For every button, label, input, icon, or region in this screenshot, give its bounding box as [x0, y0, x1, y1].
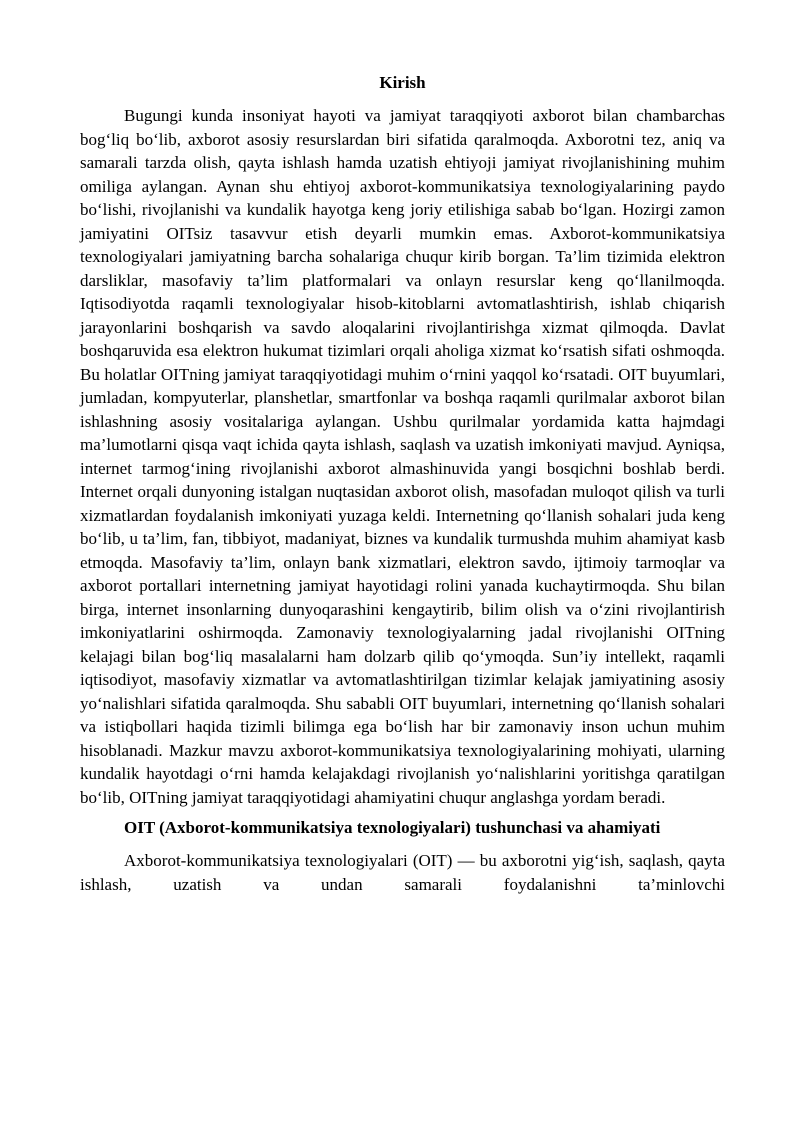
document-page: [80, 70, 725, 896]
section-heading: OIT (Axborot-kommunikatsiya texnologiyalari) tushunchasi va ahamiyati: [124, 818, 661, 837]
document-title: Kirish: [379, 73, 426, 92]
section-paragraph: Axborot-kommunikatsiya texnologiyalari (OIT) — bu axborotni yig‘ish, saqlash, qayta ishlash, uzatish va undan samarali foydalanishni ta’minlovchi: [80, 851, 725, 894]
intro-paragraph: Bugungi kunda insoniyat hayoti va jamiyat taraqqiyoti axborot bilan chambarchas bog‘liq bo‘lib, axborot asosiy resurslardan biri sifatida qaralmoqda. Axborotni tez, aniq va samarali tarzda olish, qayta ishlash hamda uzatish ehtiyoji jamiyat rivojlanishining muhim omiliga aylangan. Aynan shu ehtiyoj axborot-kommunikatsiya texnologiyalarining paydo bo‘lishi, rivojlanishi va kundalik hayotga keng joriy etilishiga sabab bo‘lgan. Hozirgi zamon jamiyatini OITsiz tasavvur etish deyarli mumkin emas. Axborot-kommunikatsiya texnologiyalari jamiyatning barcha sohalariga chuqur kirib borgan. Ta’lim tizimida elektron darsliklar, masofaviy ta’lim platformalari va onlayn resurslar keng qo‘llanilmoqda. Iqtisodiyotda raqamli texnologiyalar hisob-kitoblarni avtomatlashtirish, ishlab chiqarish jarayonlarini boshqarish va savdo aloqalarini rivojlantirishga xizmat qilmoqda. Davlat boshqaruvida esa elektron hukumat tizimlari orqali aholiga xizmat ko‘rsatish sifati oshmoqda. Bu holatlar OITning jamiyat taraqqiyotidagi muhim o‘rnini yaqqol ko‘rsatadi. OIT buyumlari, jumladan, kompyuterlar, planshetlar, smartfonlar va boshqa raqamli qurilmalar axborot bilan ishlashning asosiy vositalariga aylangan. Ushbu qurilmalar yordamida katta hajmdagi ma’lumotlarni qisqa vaqt ichida qayta ishlash, saqlash va uzatish imkoniyati mavjud. Ayniqsa, internet tarmog‘ining rivojlanishi axborot almashinuvida yangi bosqichni boshlab berdi. Internet orqali dunyoning istalgan nuqtasidan axborot olish, masofadan muloqot qilish va turli xizmatlardan foydalanish imkoniyati yuzaga keldi. Internetning qo‘llanish sohalari juda keng bo‘lib, u ta’lim, fan, tibbiyot, madaniyat, biznes va kundalik turmushda muhim ahamiyat kasb etmoqda. Masofaviy ta’lim, onlayn bank xizmatlari, elektron savdo, ijtimoiy tarmoqlar va axborot portallari internetning jamiyat hayotidagi rolini yanada kuchaytirmoqda. Shu bilan birga, internet insonlarning dunyoqarashini kengaytirib, bilim olish va o‘zini rivojlantirish imkoniyatlarini oshirmoqda. Zamonaviy texnologiyalarning jadal rivojlanishi OITning kelajagi bilan bog‘liq masalalarni ham dolzarb qilib qo‘ymoqda. Sun’iy intellekt, raqamli iqtisodiyot, masofaviy xizmatlar va avtomatlashtirilgan tizimlar kelajak jamiyatining asosiy yo‘nalishlari sifatida qaralmoqda. Shu sababli OIT buyumlari, internetning qo‘llanish sohalari va istiqbollari haqida tizimli bilimga ega bo‘lish har bir zamonaviy inson uchun muhim hisoblanadi. Mazkur mavzu axborot-kommunikatsiya texnologiyalarining mohiyati, ularning kundalik hayotdagi o‘rni hamda kelajakdagi rivojlanish yo‘nalishlarini yoritishga qaratilgan bo‘lib, OITning jamiyat taraqqiyotidagi ahamiyatini chuqur anglashga yordam beradi.: [80, 106, 725, 807]
